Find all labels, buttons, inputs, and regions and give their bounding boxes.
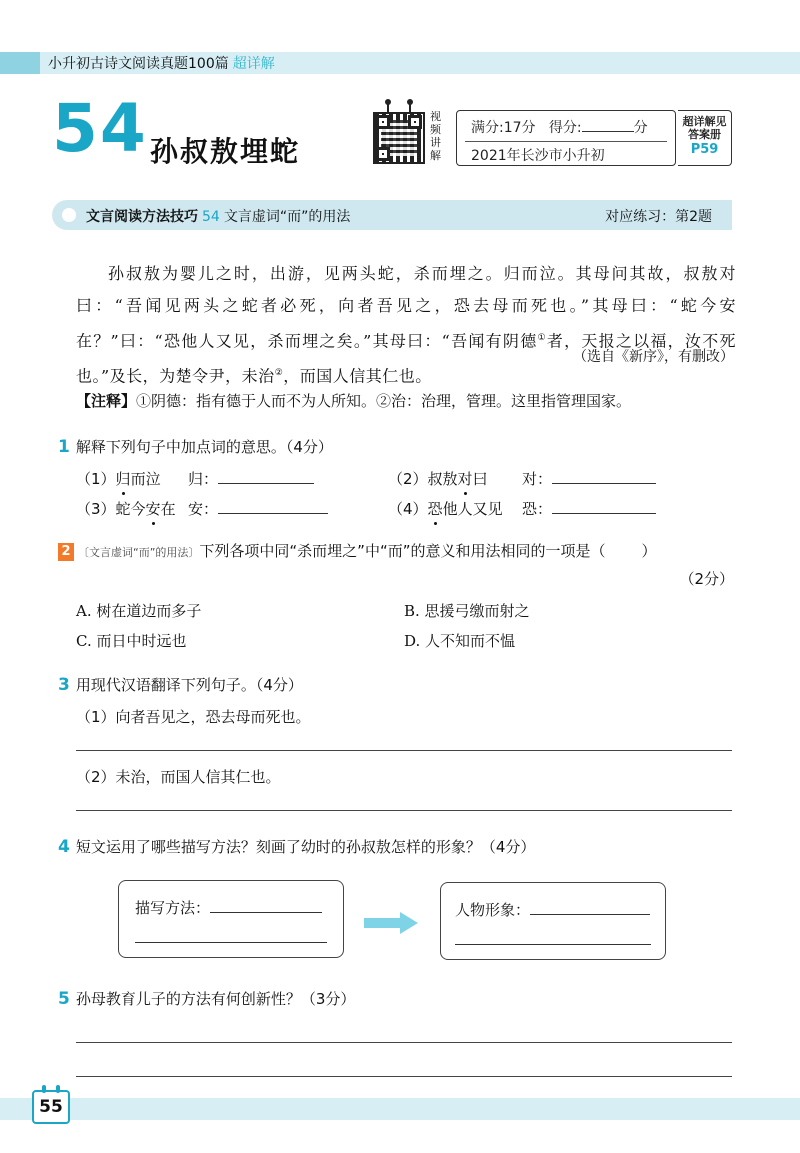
q2-tag: 〔文言虚词“而”的用法〕	[78, 546, 200, 559]
practice-ref: 对应练习：第2题	[605, 209, 712, 225]
score-box	[456, 110, 676, 166]
notes: 【注释】①阴德：指有德于人而不为人所知。②治：治理，管理。这里指管理国家。	[76, 392, 632, 410]
score-blank[interactable]	[582, 118, 634, 132]
q4-method-box	[118, 880, 344, 958]
qr-code-icon[interactable]	[373, 112, 425, 164]
q1-item-4-answer[interactable]: 恐：	[522, 498, 656, 519]
series-highlight: 超详解	[232, 56, 275, 72]
passage-text: 孙叔敖为婴儿之时，出游，见两头蛇，杀而埋之。归而泣。其母问其故，叔敖对曰：“吾闻见两头之蛇者必死，向者吾见之，恐去母而死也。”其母曰：“蛇今安在？”曰：“恐他人又见，杀而埋之矣。”其母曰：“吾闻有阴德①者，天报之以福，汝不死也。”及长，为楚令尹，未治②，而国人信其仁也。	[76, 264, 736, 386]
q1-item-3: （3）蛇今安在	[76, 500, 176, 518]
passage-source: （选自《新序》，有删改）	[573, 349, 734, 365]
q1-item-1-answer[interactable]: 归：	[188, 468, 314, 489]
q2-option-b[interactable]: B. 思援弓缴而射之	[404, 602, 530, 620]
q3-prompt: 3 用现代汉语翻译下列句子。（4分）	[58, 675, 303, 695]
full-score: 满分:17分	[471, 120, 536, 136]
exam-source: 2021年长沙市小升初	[471, 148, 605, 164]
series-title: 小升初古诗文阅读真题100篇 超详解	[48, 56, 275, 72]
q4-method-line-2[interactable]	[135, 927, 327, 947]
q3-sentence-2: （2）未治，而国人信其仁也。	[76, 768, 281, 786]
q1-item-2-answer[interactable]: 对：	[522, 468, 656, 489]
q3-answer-line-2[interactable]	[76, 810, 732, 811]
q1-item-3-answer[interactable]: 安：	[188, 498, 328, 519]
q4-method-label[interactable]: 描写方法：	[135, 897, 322, 918]
q5-answer-line-2[interactable]	[76, 1076, 732, 1077]
top-band-accent	[0, 52, 40, 74]
q2-option-d[interactable]: D. 人不知而不愠	[404, 632, 516, 650]
lesson-number: 54	[52, 90, 148, 167]
q3-answer-line-1[interactable]	[76, 750, 732, 751]
score-label: 得分:	[548, 120, 582, 136]
q1-item-2: （2）叔敖对曰	[388, 470, 488, 488]
q2-option-c[interactable]: C. 而日中时远也	[76, 632, 187, 650]
q5-answer-line-1[interactable]	[76, 1042, 732, 1043]
answer-key-page: P59	[690, 142, 719, 157]
q2-option-a[interactable]: A. 树在道边而多子	[76, 602, 202, 620]
q1-item-4: （4）恐他人又见	[388, 500, 503, 518]
q4-prompt: 4 短文运用了哪些描写方法？刻画了幼时的孙叔敖怎样的形象？（4分）	[58, 837, 536, 857]
q4-image-box	[440, 882, 666, 960]
q4-image-line-2[interactable]	[455, 929, 651, 949]
q1-item-1: （1）归而泣	[76, 470, 161, 488]
answer-key-ref: 超详解见 答案册 P59	[678, 110, 732, 166]
score-unit: 分	[633, 120, 648, 136]
bottom-band	[0, 1098, 800, 1120]
qr-label: 视频讲解	[430, 110, 441, 162]
q2-prompt: 2 〔文言虚词“而”的用法〕下列各项中同“杀而埋之”中“而”的意义和用法相同的一项是（ ）	[58, 540, 657, 561]
arrow-right-icon	[364, 912, 418, 934]
lesson-title: 孙叔敖埋蛇	[150, 135, 301, 168]
method-topic: 文言虚词“而”的用法	[223, 209, 351, 225]
q5-prompt: 5 孙母教育儿子的方法有何创新性？（3分）	[58, 989, 356, 1009]
q2-badge: 2	[58, 543, 74, 561]
q4-image-label[interactable]: 人物形象：	[455, 899, 650, 920]
q2-score: （2分）	[679, 570, 734, 588]
q3-sentence-1: （1）向者吾见之，恐去母而死也。	[76, 708, 311, 726]
q1-prompt: 1 解释下列句子中加点词的意思。（4分）	[58, 437, 333, 457]
method-bar: 文言阅读方法技巧 54 文言虚词“而”的用法 对应练习：第2题	[52, 200, 732, 230]
page-number: 55	[32, 1090, 70, 1124]
method-number: 54	[202, 209, 220, 225]
